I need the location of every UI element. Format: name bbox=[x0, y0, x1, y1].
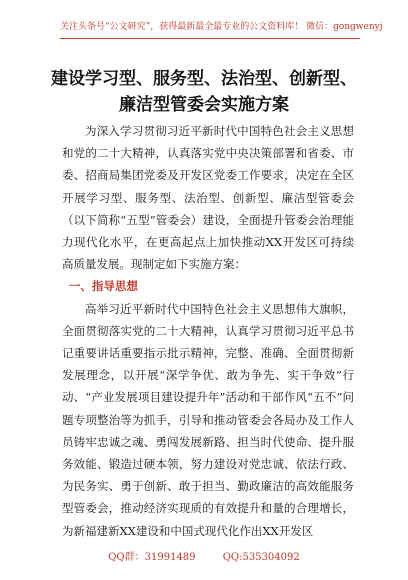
footer-qq-group: QQ群：31991489 bbox=[108, 552, 196, 563]
title-line-2: 廉洁型管委会实施方案 bbox=[119, 95, 289, 115]
header-divider bbox=[60, 38, 360, 39]
document-title bbox=[40, 66, 368, 118]
header-promo-note: 关注头条号“公文研究”，获得最新最全最专业的公文资料库！ 微信：gongwenyj bbox=[60, 22, 383, 32]
title-line-1: 建设学习型、服务型、法治型、创新型、 bbox=[51, 69, 357, 89]
guiding-ideology-paragraph: 高举习近平新时代中国特色社会主义思想伟大旗帜，全面贯彻落实党的二十大精神，认真学习贯彻习近平总书记重要讲话重要指示批示精神，完整、准确、全面贯彻新发展理念，以开展“深学争优、敢为争先、实干争效”行动、“产业发展项目建设提升年”活动和干部作风“五不”问题专项整治等为抓手，引导和推动管委会各局办及工作人员铸牢忠诚之魂、勇闯发展新路、担当时代使命、提升服务效能、锻造过硬本领，努力建设对党忠诚、依法行政、为民务实、勇于创新、敢于担当、勤政廉洁的高效能服务型管委会，推动经济实现质的有效提升和量的合理增长，为新福建新XX建设和中国式现代化作出XX开发区 bbox=[62, 301, 354, 538]
document-body bbox=[62, 120, 354, 542]
section-heading-guiding-ideology: 一、指导思想 bbox=[68, 279, 138, 294]
intro-paragraph: 为深入学习贯彻习近平新时代中国特色社会主义思想和党的二十大精神，认真落实党中央决策部署和省委、市委、招商局集团党委及开发区党委工作要求，决定在全区开展学习型、服务型、法治型、创新型、廉洁型管委会（以下简称“五型”管委会）建设，全面提升管委会治理能力现代化水平，在更高起点上加快推动XX开发区可持续高质量发展。现制定如下实施方案： bbox=[62, 124, 354, 272]
footer-contact bbox=[0, 548, 408, 563]
footer-qq: QQ:535304092 bbox=[222, 552, 300, 563]
